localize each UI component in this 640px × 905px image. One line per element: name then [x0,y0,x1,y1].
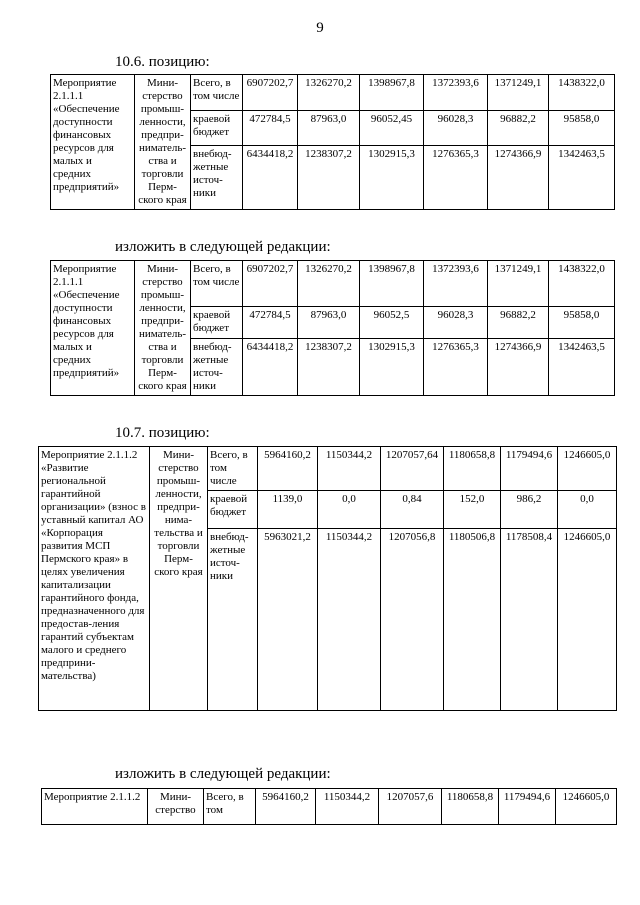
section-heading-10-7: 10.7. позицию: [115,425,210,441]
funding-value: 1246605,0 [558,447,617,491]
page-number: 9 [316,20,324,36]
funding-value: 1398967,8 [360,75,424,111]
funding-value: 1207057,6 [379,789,442,825]
responsible-organization: Мини-стерство [148,789,204,825]
funding-value: 96052,45 [360,110,424,146]
funding-value: 1274366,9 [488,339,549,396]
funding-value: 1438322,0 [549,261,615,307]
section-heading-10-6: 10.6. позицию: [115,54,210,70]
funding-source: Всего, в том [204,789,256,825]
table-10-6-old [50,74,615,210]
section-heading-new-1: изложить в следующей редакции: [115,239,331,255]
responsible-organization: Мини-стерство промыш-ленности, предпри-нима-тельства и торговли Перм-ского края [150,447,208,711]
funding-value: 472784,5 [243,110,298,146]
funding-source: внебюд-жетные источ-ники [208,529,258,711]
funding-value: 87963,0 [298,307,360,339]
funding-value: 1179494,6 [501,447,558,491]
funding-value: 1326270,2 [298,75,360,111]
table-row [51,261,615,307]
funding-value: 1150344,2 [318,529,381,711]
funding-value: 1179494,6 [499,789,556,825]
funding-value: 1438322,0 [549,75,615,111]
funding-value: 95858,0 [549,110,615,146]
section-heading-new-2: изложить в следующей редакции: [115,766,331,782]
table-row [42,789,617,825]
funding-value: 5964160,2 [258,447,318,491]
funding-source: внебюд-жетные источ-ники [191,146,243,210]
funding-value: 1276365,3 [424,146,488,210]
measure-description: Мероприятие 2.1.1.2 «Развитие региональной гарантийной организации» (взнос в уставный капитал АО «Корпорация развития МСП Пермского края» в целях увеличения капитализации гарантийного фонда, предназначенного для предостав-ления гарантий субъектам малого и среднего предприни-мательства) [39,447,150,711]
funding-source: внебюд-жетные источ-ники [191,339,243,396]
funding-value: 1372393,6 [424,75,488,111]
table-row [51,75,615,111]
funding-value: 96052,5 [360,307,424,339]
table-row [39,447,617,491]
funding-value: 1302915,3 [360,339,424,396]
funding-value: 87963,0 [298,110,360,146]
funding-source: Всего, в том числе [191,75,243,111]
funding-value: 1178508,4 [501,529,558,711]
funding-source: краевой бюджет [191,110,243,146]
funding-value: 1150344,2 [318,447,381,491]
funding-value: 1238307,2 [298,146,360,210]
funding-value: 96882,2 [488,110,549,146]
funding-value: 1246605,0 [556,789,617,825]
funding-value: 6907202,7 [243,261,298,307]
funding-value: 986,2 [501,491,558,529]
funding-source: Всего, в том числе [208,447,258,491]
funding-value: 0,84 [381,491,444,529]
funding-value: 1180658,8 [442,789,499,825]
table-10-7-old [38,446,617,711]
funding-value: 1274366,9 [488,146,549,210]
funding-value: 1238307,2 [298,339,360,396]
funding-value: 96882,2 [488,307,549,339]
funding-value: 96028,3 [424,307,488,339]
responsible-organization: Мини-стерство промыш-ленности, предпри-ниматель-ства и торговли Перм-ского края [135,75,191,210]
funding-value: 6434418,2 [243,339,298,396]
funding-source: краевой бюджет [191,307,243,339]
funding-value: 1180506,8 [444,529,501,711]
funding-value: 1276365,3 [424,339,488,396]
funding-value: 1207057,64 [381,447,444,491]
funding-value: 6907202,7 [243,75,298,111]
funding-value: 0,0 [558,491,617,529]
measure-description: Мероприятие 2.1.1.2 [42,789,148,825]
measure-description: Мероприятие 2.1.1.1 «Обеспечение доступности финансовых ресурсов для малых и средних предприятий» [51,75,135,210]
funding-value: 1207056,8 [381,529,444,711]
funding-value: 152,0 [444,491,501,529]
funding-value: 1398967,8 [360,261,424,307]
funding-value: 1150344,2 [316,789,379,825]
funding-value: 6434418,2 [243,146,298,210]
funding-value: 1342463,5 [549,146,615,210]
funding-value: 5963021,2 [258,529,318,711]
funding-value: 1302915,3 [360,146,424,210]
funding-source: Всего, в том числе [191,261,243,307]
funding-value: 1246605,0 [558,529,617,711]
funding-value: 95858,0 [549,307,615,339]
funding-value: 1180658,8 [444,447,501,491]
table-10-7-new [41,788,617,825]
measure-description: Мероприятие 2.1.1.1 «Обеспечение доступности финансовых ресурсов для малых и средних предприятий» [51,261,135,396]
funding-value: 1342463,5 [549,339,615,396]
funding-value: 1372393,6 [424,261,488,307]
table-10-6-new [50,260,615,396]
funding-value: 0,0 [318,491,381,529]
responsible-organization: Мини-стерство промыш-ленности, предпри-ниматель-ства и торговли Перм-ского края [135,261,191,396]
funding-value: 1371249,1 [488,261,549,307]
funding-value: 1139,0 [258,491,318,529]
funding-value: 5964160,2 [256,789,316,825]
funding-source: краевой бюджет [208,491,258,529]
funding-value: 472784,5 [243,307,298,339]
funding-value: 1326270,2 [298,261,360,307]
funding-value: 96028,3 [424,110,488,146]
funding-value: 1371249,1 [488,75,549,111]
